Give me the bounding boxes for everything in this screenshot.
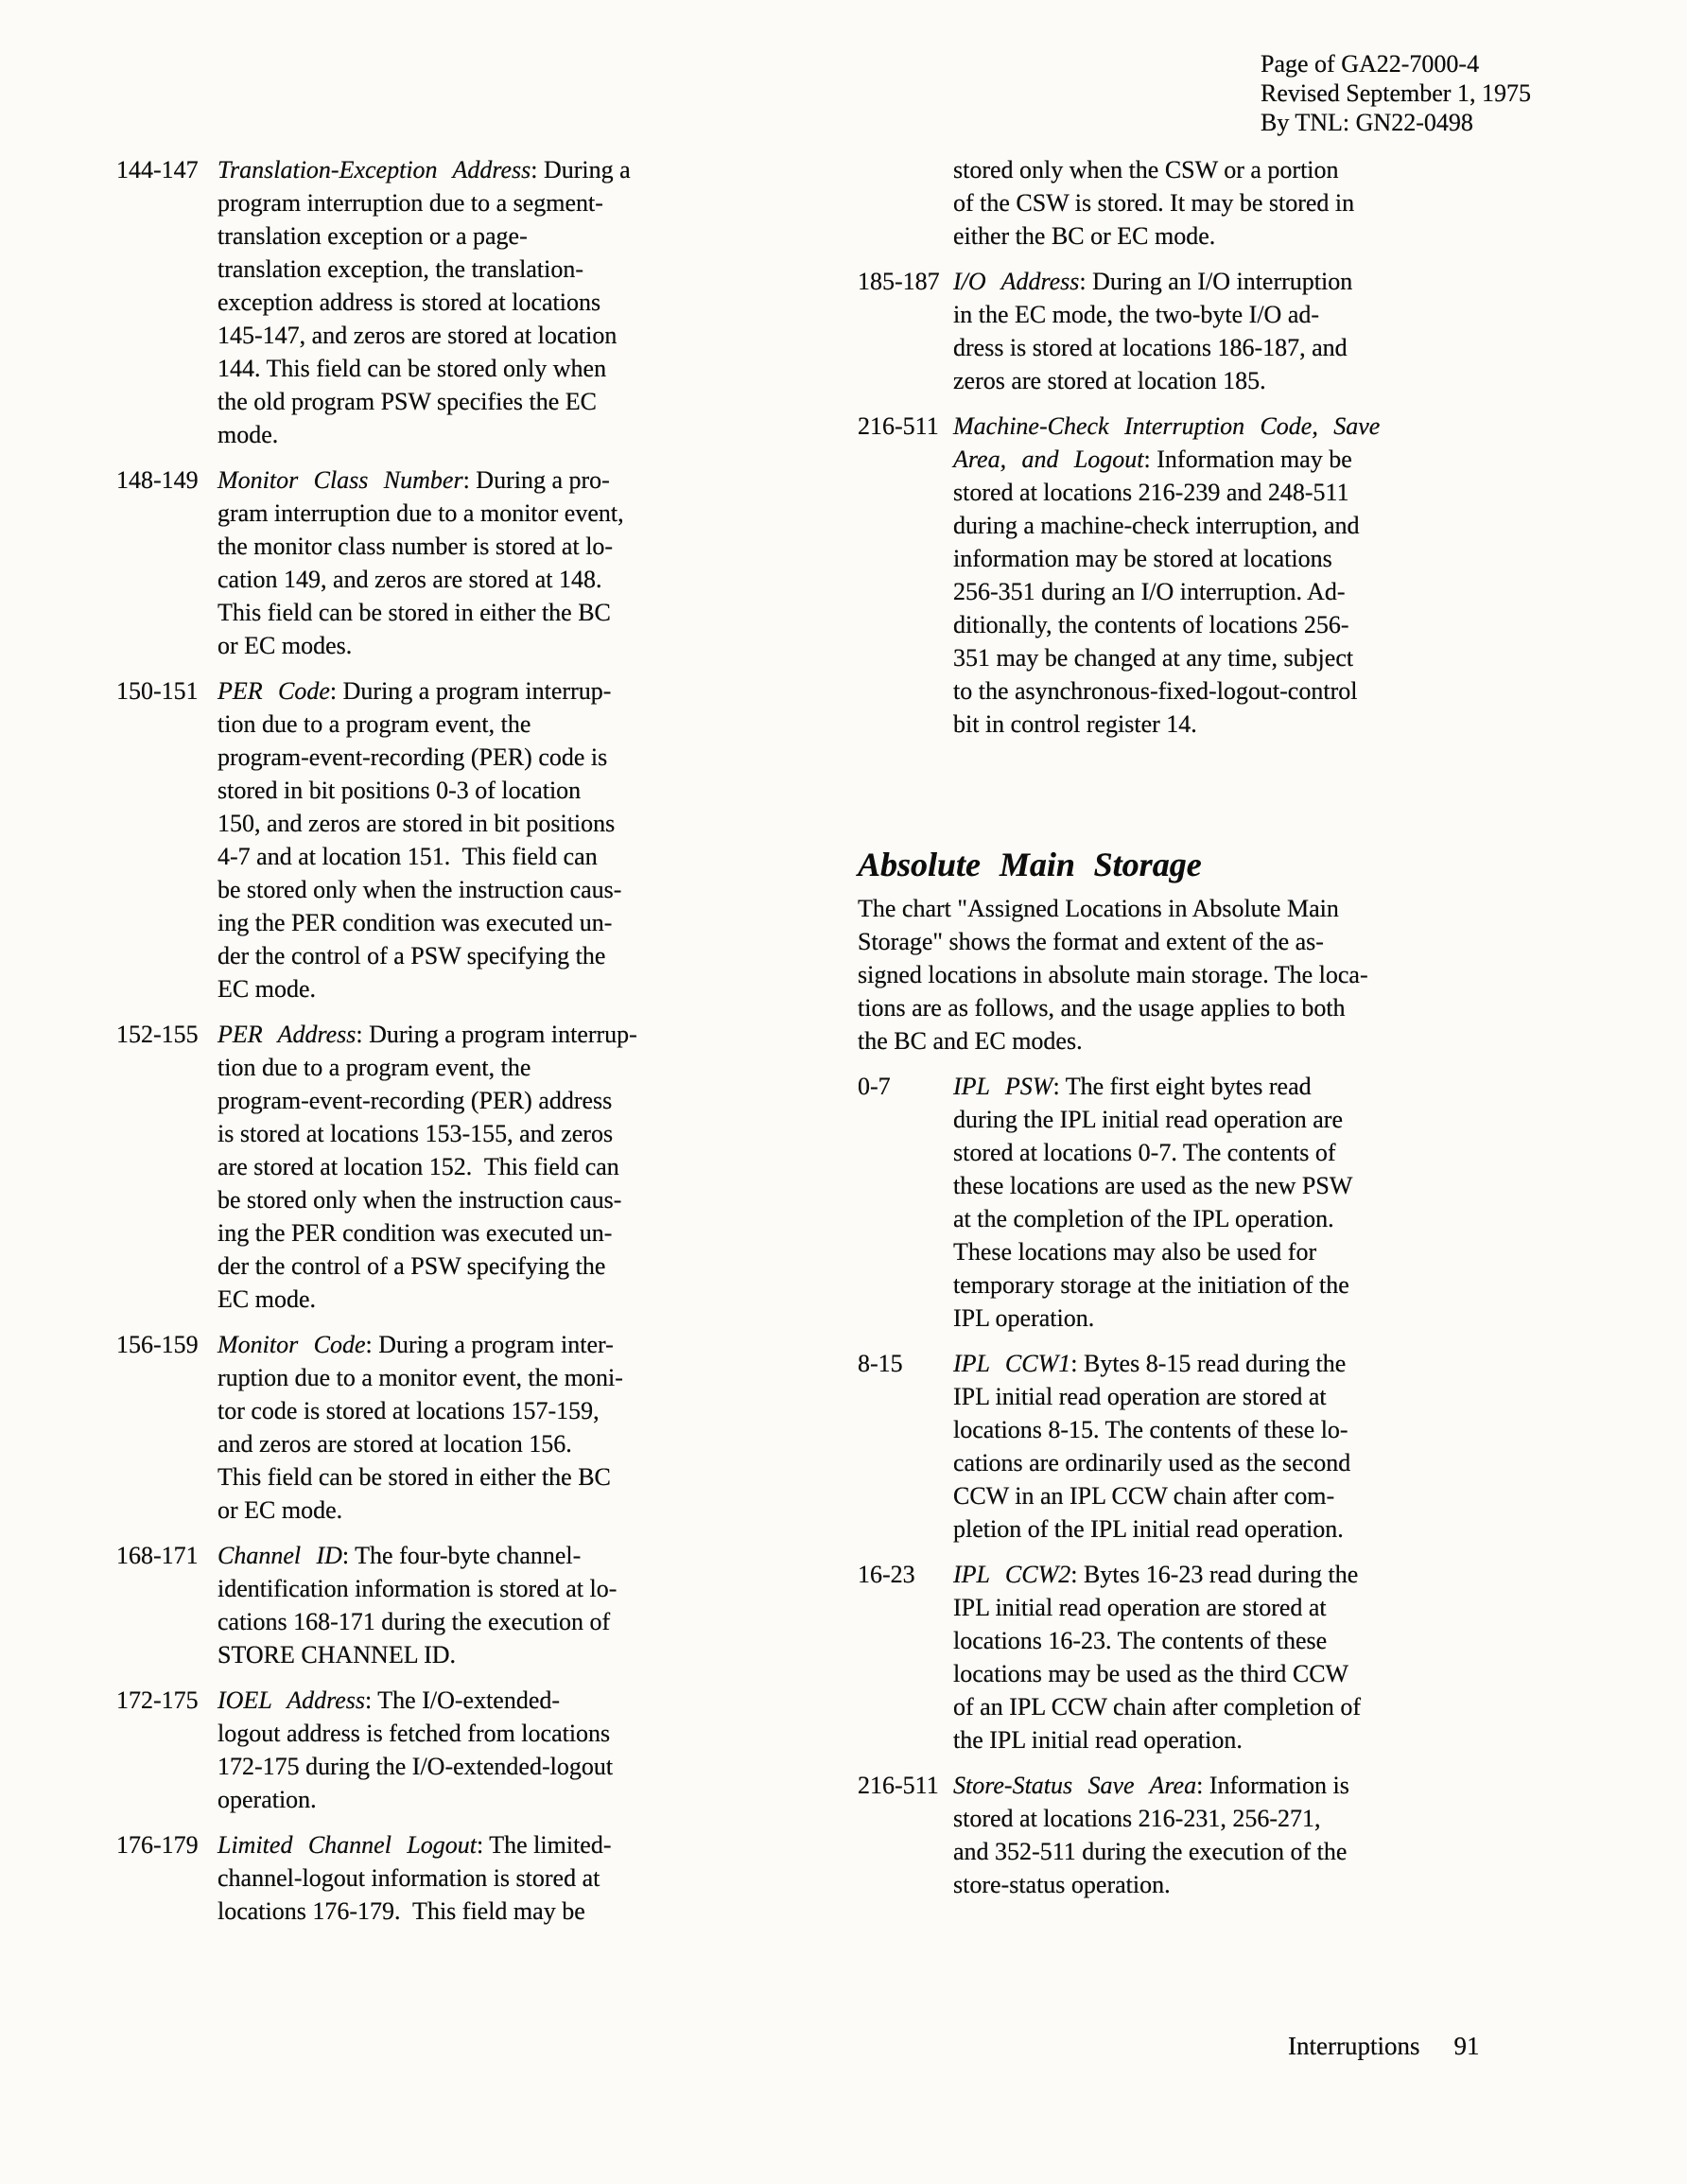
entry-term: IPL PSW	[953, 1073, 1053, 1100]
text-line: zeros are stored at location 185.	[953, 367, 1266, 394]
entry-term: I/O Address	[953, 268, 1080, 295]
text-line: Store-Status Save Area: Information is	[953, 1772, 1349, 1799]
text-line: to the asynchronous-fixed-logout-control	[953, 677, 1358, 705]
entry-term: Machine-Check Interruption Code, Save	[953, 412, 1381, 440]
entry-term: Store-Status Save Area	[953, 1772, 1197, 1799]
text-line: tion due to a program event, the	[217, 1054, 531, 1081]
entry-body	[217, 1684, 801, 1816]
text-line: or EC mode.	[217, 1496, 343, 1524]
entry-body	[217, 1828, 801, 1928]
text-line: translation exception or a page-	[217, 222, 528, 250]
section-intro-paragraph	[858, 892, 1576, 1057]
text-line: stored at locations 0-7. The contents of	[953, 1139, 1336, 1166]
text-line: der the control of a PSW specifying the	[217, 1252, 606, 1280]
entry-term: Monitor Code	[217, 1331, 366, 1358]
entry-range: 150-151	[116, 677, 199, 705]
page-footer	[1288, 2030, 1479, 2063]
text-line: of the CSW is stored. It may be stored in	[953, 189, 1355, 217]
entry-term: IPL CCW2	[953, 1561, 1071, 1588]
text-line: mode.	[217, 421, 279, 448]
text-line: be stored only when the instruction caus-	[217, 876, 622, 903]
entry-body	[953, 265, 1576, 397]
text-line: bit in control register 14.	[953, 710, 1197, 738]
text-line: cations are ordinarily used as the second	[953, 1449, 1351, 1476]
text-line: ing the PER condition was executed un-	[217, 909, 613, 936]
text-line: or EC modes.	[217, 632, 353, 659]
left-column-entries	[116, 153, 801, 1928]
entry-term: Channel ID	[217, 1542, 342, 1569]
text-line: during a machine-check interruption, and	[953, 512, 1360, 539]
entry-term: Monitor Class Number	[217, 466, 463, 494]
storage-entry	[858, 1347, 1576, 1546]
entry-body	[953, 410, 1576, 741]
entry-range: 185-187	[858, 268, 940, 295]
text-line: Monitor Code: During a program inter-	[217, 1331, 614, 1358]
entry-range: 216-511	[858, 1772, 939, 1799]
text-line: and 352-511 during the execution of the	[953, 1838, 1348, 1865]
text-line: during the IPL initial read operation are	[953, 1106, 1344, 1133]
text-line: tor code is stored at locations 157-159,	[217, 1397, 600, 1424]
entry-body	[217, 1539, 801, 1671]
storage-entry	[116, 1539, 801, 1671]
storage-entry	[116, 1684, 801, 1816]
entry-term: Area, and Logout	[953, 446, 1144, 473]
text-line: Storage" shows the format and extent of the as-	[858, 928, 1324, 955]
entry-body	[217, 1328, 801, 1527]
right-column	[858, 153, 1576, 1913]
text-line: identification information is stored at lo-	[217, 1575, 617, 1602]
text-line	[953, 410, 1576, 443]
text-line: the IPL initial read operation.	[953, 1726, 1243, 1754]
entry-range: 216-511	[858, 412, 939, 440]
storage-entry	[858, 1769, 1576, 1901]
text-line: EC mode.	[217, 975, 316, 1003]
storage-entry	[858, 1070, 1576, 1335]
storage-entry	[116, 1328, 801, 1527]
text-line: pletion of the IPL initial read operation.	[953, 1515, 1344, 1543]
text-line: program interruption due to a segment-	[217, 189, 603, 217]
text-line: 150, and zeros are stored in bit positions	[217, 810, 616, 837]
entry-body	[953, 1558, 1576, 1756]
text-line: IPL CCW1: Bytes 8-15 read during the	[953, 1350, 1347, 1377]
text-line: tions are as follows, and the usage applies to both	[858, 994, 1346, 1022]
entry-term: PER Code	[217, 677, 330, 705]
text-line: exception address is stored at locations	[217, 288, 601, 316]
text-line: in the EC mode, the two-byte I/O ad-	[953, 301, 1320, 328]
entry-range: 0-7	[858, 1073, 891, 1100]
text-line: ditionally, the contents of locations 256-	[953, 611, 1349, 638]
text-line: either the BC or EC mode.	[953, 222, 1216, 250]
storage-entry	[116, 463, 801, 662]
storage-entry	[116, 1018, 801, 1316]
text-line: The chart "Assigned Locations in Absolute Main	[858, 895, 1339, 922]
text-line: temporary storage at the initiation of the	[953, 1271, 1349, 1299]
text-line: Area, and Logout: Information may be	[953, 446, 1352, 473]
text-line: IPL initial read operation are stored at	[953, 1594, 1327, 1621]
text-line: stored only when the CSW or a portion	[953, 156, 1339, 183]
entry-body	[953, 1070, 1576, 1335]
text-line: IPL PSW: The first eight bytes read	[953, 1073, 1312, 1100]
text-line: These locations may also be used for	[953, 1238, 1317, 1266]
continuation-paragraph	[953, 153, 1576, 253]
text-line: tion due to a program event, the	[217, 710, 531, 738]
entry-body	[953, 1347, 1576, 1546]
text-line: and zeros are stored at location 156.	[217, 1430, 572, 1458]
page-header	[1261, 49, 1531, 137]
entry-range: 144-147	[116, 156, 199, 183]
storage-entry	[858, 265, 1576, 397]
entry-body	[953, 1769, 1576, 1901]
text-line: information may be stored at locations	[953, 545, 1332, 572]
text-line: channel-logout information is stored at	[217, 1864, 600, 1892]
text-line: 4-7 and at location 151. This field can	[217, 843, 598, 870]
text-line: Monitor Class Number: During a pro-	[217, 466, 610, 494]
text-line: locations 176-179. This field may be	[217, 1897, 585, 1925]
text-line: IPL operation.	[953, 1304, 1095, 1332]
text-line: This field can be stored in either the BC	[217, 599, 611, 626]
text-line: EC mode.	[217, 1285, 316, 1313]
entry-body	[217, 153, 801, 451]
text-line: CCW in an IPL CCW chain after com-	[953, 1482, 1335, 1510]
text-line: IOEL Address: The I/O-extended-	[217, 1686, 561, 1714]
text-line: these locations are used as the new PSW	[953, 1172, 1353, 1199]
section-entries	[858, 1070, 1576, 1901]
text-line: stored at locations 216-231, 256-271,	[953, 1805, 1321, 1832]
right-column-entries	[858, 265, 1576, 741]
text-line: locations may be used as the third CCW	[953, 1660, 1349, 1687]
text-line: stored in bit positions 0-3 of location	[217, 777, 582, 804]
text-line: locations 16-23. The contents of these	[953, 1627, 1328, 1654]
header-line-3: By TNL: GN22-0498	[1261, 109, 1473, 136]
entry-term: IOEL Address	[217, 1686, 366, 1714]
text-line: operation.	[217, 1786, 317, 1813]
entry-term: Translation-Exception Address	[217, 156, 531, 183]
storage-entry	[116, 1828, 801, 1928]
left-column	[116, 153, 801, 1940]
text-line: 172-175 during the I/O-extended-logout	[217, 1753, 614, 1780]
text-line: gram interruption due to a monitor event,	[217, 499, 624, 527]
text-line: cation 149, and zeros are stored at 148.	[217, 566, 602, 593]
entry-range: 8-15	[858, 1350, 903, 1377]
text-line: Translation-Exception Address: During a	[217, 156, 631, 183]
text-line: ruption due to a monitor event, the moni-	[217, 1364, 623, 1391]
text-line: 351 may be changed at any time, subject	[953, 644, 1354, 672]
text-line: I/O Address: During an I/O interruption	[953, 268, 1353, 295]
entry-range: 152-155	[116, 1021, 199, 1048]
entry-range: 168-171	[116, 1542, 199, 1569]
text-line: is stored at locations 153-155, and zeros	[217, 1120, 614, 1147]
text-line: store-status operation.	[953, 1871, 1171, 1898]
text-line: locations 8-15. The contents of these lo-	[953, 1416, 1348, 1443]
text-line: Channel ID: The four-byte channel-	[217, 1542, 582, 1569]
text-line: dress is stored at locations 186-187, and	[953, 334, 1348, 361]
text-line: STORE CHANNEL ID.	[217, 1641, 457, 1669]
text-line: are stored at location 152. This field can	[217, 1153, 619, 1180]
storage-entry	[858, 410, 1576, 741]
footer-section-title: Interruptions	[1288, 2032, 1420, 2060]
entry-range: 16-23	[858, 1561, 915, 1588]
header-line-2: Revised September 1, 1975	[1261, 79, 1531, 107]
text-line: logout address is fetched from locations	[217, 1720, 611, 1747]
text-line: translation exception, the translation-	[217, 255, 583, 283]
footer-page-number: 91	[1453, 2032, 1480, 2060]
entry-body	[217, 1018, 801, 1316]
entry-range: 176-179	[116, 1831, 199, 1859]
text-line: the old program PSW specifies the EC	[217, 388, 598, 415]
text-line: the BC and EC modes.	[858, 1027, 1083, 1055]
text-line: the monitor class number is stored at lo-	[217, 533, 614, 560]
text-line: IPL CCW2: Bytes 16-23 read during the	[953, 1561, 1359, 1588]
text-line: stored at locations 216-239 and 248-511	[953, 479, 1349, 506]
text-line: signed locations in absolute main storage. The loca-	[858, 961, 1368, 988]
entry-body	[217, 463, 801, 662]
entry-range: 156-159	[116, 1331, 199, 1358]
text-line: program-event-recording (PER) address	[217, 1087, 613, 1114]
header-line-1: Page of GA22-7000-4	[1261, 50, 1480, 78]
text-line: 256-351 during an I/O interruption. Ad-	[953, 578, 1346, 605]
text-line: ing the PER condition was executed un-	[217, 1219, 613, 1247]
entry-term: IPL CCW1	[953, 1350, 1071, 1377]
storage-entry	[116, 674, 801, 1005]
section-heading: Absolute Main Storage	[858, 846, 1202, 883]
storage-entry	[116, 153, 801, 451]
text-line: 145-147, and zeros are stored at location	[217, 322, 617, 349]
text-line: of an IPL CCW chain after completion of	[953, 1693, 1362, 1721]
entry-range: 172-175	[116, 1686, 199, 1714]
text-line: at the completion of the IPL operation.	[953, 1205, 1334, 1232]
text-line: be stored only when the instruction caus-	[217, 1186, 622, 1214]
text-line: This field can be stored in either the BC	[217, 1463, 611, 1491]
text-line: 144. This field can be stored only when	[217, 355, 607, 382]
storage-entry	[858, 1558, 1576, 1756]
text-line: IPL initial read operation are stored at	[953, 1383, 1327, 1410]
text-line: PER Address: During a program interrup-	[217, 1021, 637, 1048]
entry-term: Limited Channel Logout	[217, 1831, 477, 1859]
entry-range: 148-149	[116, 466, 199, 494]
text-line: program-event-recording (PER) code is	[217, 743, 608, 771]
text-line: Limited Channel Logout: The limited-	[217, 1831, 612, 1859]
text-line: PER Code: During a program interrup-	[217, 677, 612, 705]
text-line: cations 168-171 during the execution of	[217, 1608, 611, 1635]
text-line: der the control of a PSW specifying the	[217, 942, 606, 970]
entry-body	[217, 674, 801, 1005]
entry-term: PER Address	[217, 1021, 357, 1048]
